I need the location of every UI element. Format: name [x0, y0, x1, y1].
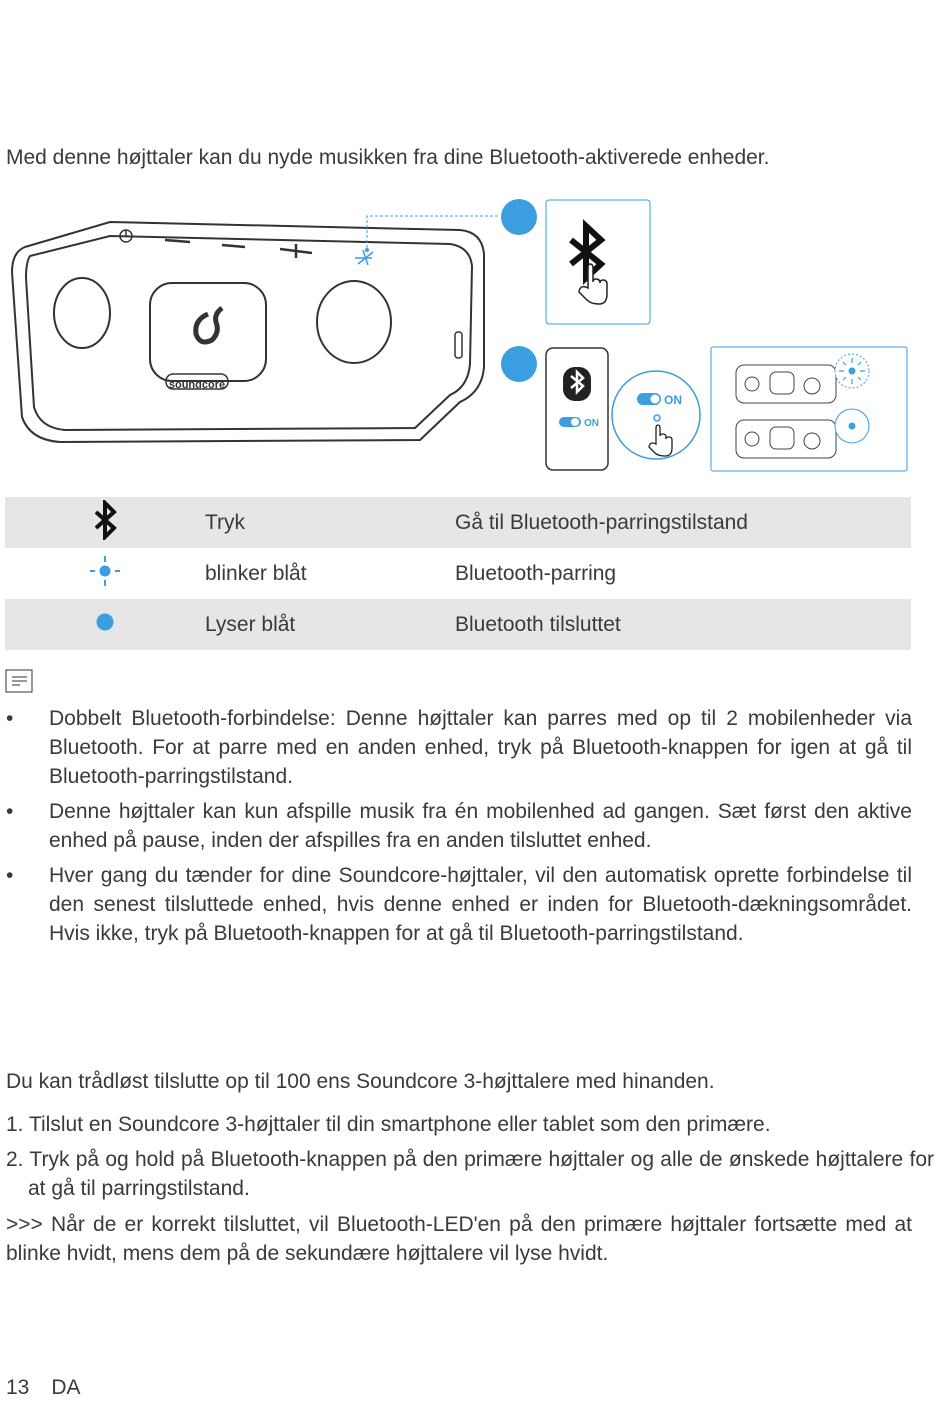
list-item: • Denne højttaler kan kun afspille musik fra én mobilenhed ad gangen. Sæt først den aktive enhed på pause, inden der afspilles fra en anden tilsluttet enhed. [6, 797, 912, 855]
party-step-1: 1. Tilslut en Soundcore 3-højttaler til din smartphone eller tablet som den primære. [6, 1113, 771, 1136]
page-number: 13 [6, 1376, 30, 1399]
phone-illustration [546, 348, 608, 470]
toggle-zoom-illustration [612, 371, 700, 459]
language-code: DA [51, 1376, 81, 1399]
table-row [5, 599, 911, 650]
led-status-table [5, 497, 911, 650]
phone-toggle-label: ON [584, 418, 599, 429]
notes-list [6, 704, 912, 954]
table-cell-result: Bluetooth tilsluttet [455, 599, 911, 650]
speaker-bt-button [355, 250, 373, 265]
table-cell-result: Gå til Bluetooth-parringstilstand [455, 497, 911, 548]
party-result: >>> Når de er korrekt tilsluttet, vil Bluetooth-LED'en på den primære højttaler fortsætte med at blinke hvidt, mens dem på de sekundære højttalere vil lyse hvidt. [6, 1213, 912, 1265]
table-cell-result: Bluetooth-parring [455, 561, 617, 585]
zoom-toggle-label: ON [664, 393, 682, 407]
speaker-pairing-illustration [0, 192, 950, 482]
bluetooth-icon [5, 497, 205, 548]
list-item: • Hver gang du tænder for dine Soundcore-højttaler, vil den automatisk oprette forbindelse til den senest tilsluttede enhed, hvis denne enhed er inden for Bluetooth-dækningsområdet. Hvis ikke, tryk på Bluetooth-knappen for at gå til Bluetooth-parringstilstand. [6, 861, 912, 948]
mini-speaker-bottom [736, 420, 836, 458]
table-cell-action: Tryk [205, 497, 455, 548]
table-row [5, 548, 911, 599]
table-cell-action: blinker blåt [205, 561, 307, 585]
list-item: • Dobbelt Bluetooth-forbindelse: Denne højttaler kan parres med op til 2 mobilenheder via Bluetooth. For at parre med en anden enhed, tryk på Bluetooth-knappen for igen at gå til Bluetooth-parringstilstand. [6, 704, 912, 791]
mini-speaker-top [736, 365, 836, 403]
brand-label: soundcore [168, 379, 226, 391]
party-step-2: 2. Tryk på og hold på Bluetooth-knappen på den primære højttaler og alle de ønskede højttalere for at gå til parringstilstand. [6, 1148, 934, 1200]
note-icon [5, 669, 33, 693]
party-intro: Du kan trådløst tilslutte op til 100 ens Soundcore 3-højttalere med hinanden. [6, 1070, 715, 1093]
page-footer [6, 1376, 103, 1400]
intro-text: Med denne højttaler kan du nyde musikken fra dine Bluetooth-aktiverede enheder. [6, 146, 770, 169]
blinking-led-icon [5, 548, 205, 599]
speaker-illustration [12, 222, 484, 442]
table-cell-action: Lyser blåt [205, 599, 455, 650]
bluetooth-icon [571, 226, 601, 278]
step-1-marker [501, 199, 537, 235]
table-row [5, 497, 911, 548]
solid-led-icon [5, 599, 205, 650]
step-2-marker [501, 346, 537, 382]
blinking-led-callout [835, 354, 869, 388]
solid-led-callout [835, 409, 869, 443]
